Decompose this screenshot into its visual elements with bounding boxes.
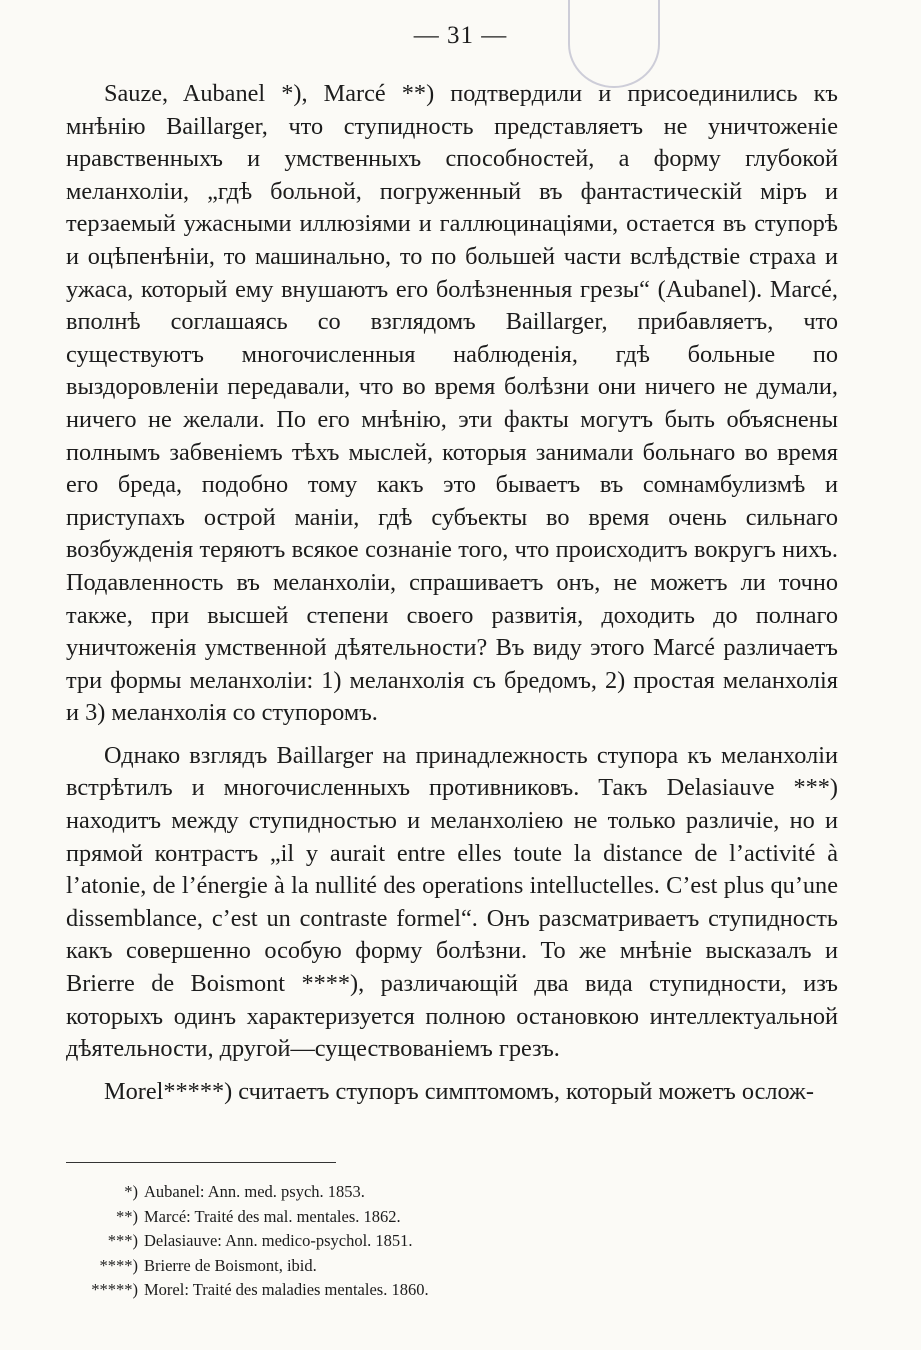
page-number: — 31 — xyxy=(413,22,508,49)
footnote-5 xyxy=(66,1278,766,1303)
footnote-mark: *) xyxy=(124,1182,138,1201)
footnote-3 xyxy=(66,1229,766,1254)
paragraph-2: Однако взглядъ Baillarger на принадлежность ступора къ меланхоліи встрѣтилъ и многочисленныхъ противниковъ. Такъ Delasiauve ***) находитъ между ступидностью и меланхоліею не только различіе, но и прямой контрастъ „il y aurait entre elles toute la distance de l’activité à l’atonie, de l’énergie à la nullité des operations intelluctelles. C’est plus qu’une dissemblance, c’est un contraste formel“. Онъ разсматриваетъ ступидность какъ совершенно особую форму болѣзни. То же мнѣніе высказалъ и Brierre de Boismont ****), различающій два вида ступидности, изъ которыхъ одинъ характеризуется полною остановкою интеллектуальной дѣятельности, другой—существованіемъ грезъ. xyxy=(66,741,838,1063)
footnote-mark: *****) xyxy=(91,1280,138,1299)
footnote-rule xyxy=(66,1162,336,1163)
footnote-text: Aubanel: Ann. med. psych. 1853. xyxy=(144,1182,365,1201)
footnote-4 xyxy=(66,1254,766,1279)
paragraph-3: Morel*****) считаетъ ступоръ симптомомъ, который можетъ ослож- xyxy=(104,1077,814,1105)
footnote-text: Morel: Traité des maladies mentales. 1860. xyxy=(144,1280,429,1299)
footnote-text: Delasiauve: Ann. medico-psychol. 1851. xyxy=(144,1231,413,1250)
footnote-text: Marcé: Traité des mal. mentales. 1862. xyxy=(144,1206,401,1226)
footnote-2 xyxy=(66,1205,766,1230)
footnotes xyxy=(66,1180,766,1303)
footnote-1 xyxy=(66,1180,766,1205)
footnote-text: Brierre de Boismont, ibid. xyxy=(144,1255,317,1275)
footnote-mark: **) xyxy=(116,1206,138,1226)
footnote-mark: ****) xyxy=(99,1255,138,1275)
paragraph-1: Sauze, Aubanel *), Marcé **) подтвердили и присоединились къ мнѣнію Baillarger, что ступидность представляетъ не уничтоженіе нравственныхъ и умственныхъ способностей, а форму глубокой меланхоліи, „гдѣ больной, погруженный въ фантастическій міръ и терзаемый ужасными иллюзіями и галлюцинаціями, остается въ ступорѣ и оцѣпенѣніи, то машинально, то по большей части вслѣдствіе страха и ужаса, который ему внушаютъ его болѣзненныя грезы“ (Aubanel). Marcé, вполнѣ соглашаясь со взглядомъ Baillarger, прибавляетъ, что существуютъ многочисленныя наблюденія, гдѣ больные по выздоровленіи передавали, что во время болѣзни они ничего не думали, ничего не желали. По его мнѣнію, эти факты могутъ быть объяснены полнымъ забвеніемъ тѣхъ мыслей, которыя занимали больнаго во время его бреда, подобно тому какъ это бываетъ въ сомнамбулизмѣ и приступахъ острой маніи, гдѣ субъекты во время очень сильнаго возбужденія теряютъ всякое сознаніе того, что происходитъ вокругъ нихъ. Подавленность въ меланхоліи, спрашиваетъ онъ, не можетъ ли точно также, при высшей степени своего развитія, доходить до полнаго уничтоженія умственной дѣятельности? Въ виду этого Marcé различаетъ три формы меланхоліи: 1) меланхолія съ бредомъ, 2) простая меланхолія и 3) меланхолія со ступоромъ. xyxy=(66,80,838,727)
footnote-mark: ***) xyxy=(107,1231,138,1250)
library-stamp xyxy=(568,0,660,88)
main-text xyxy=(66,78,838,1118)
